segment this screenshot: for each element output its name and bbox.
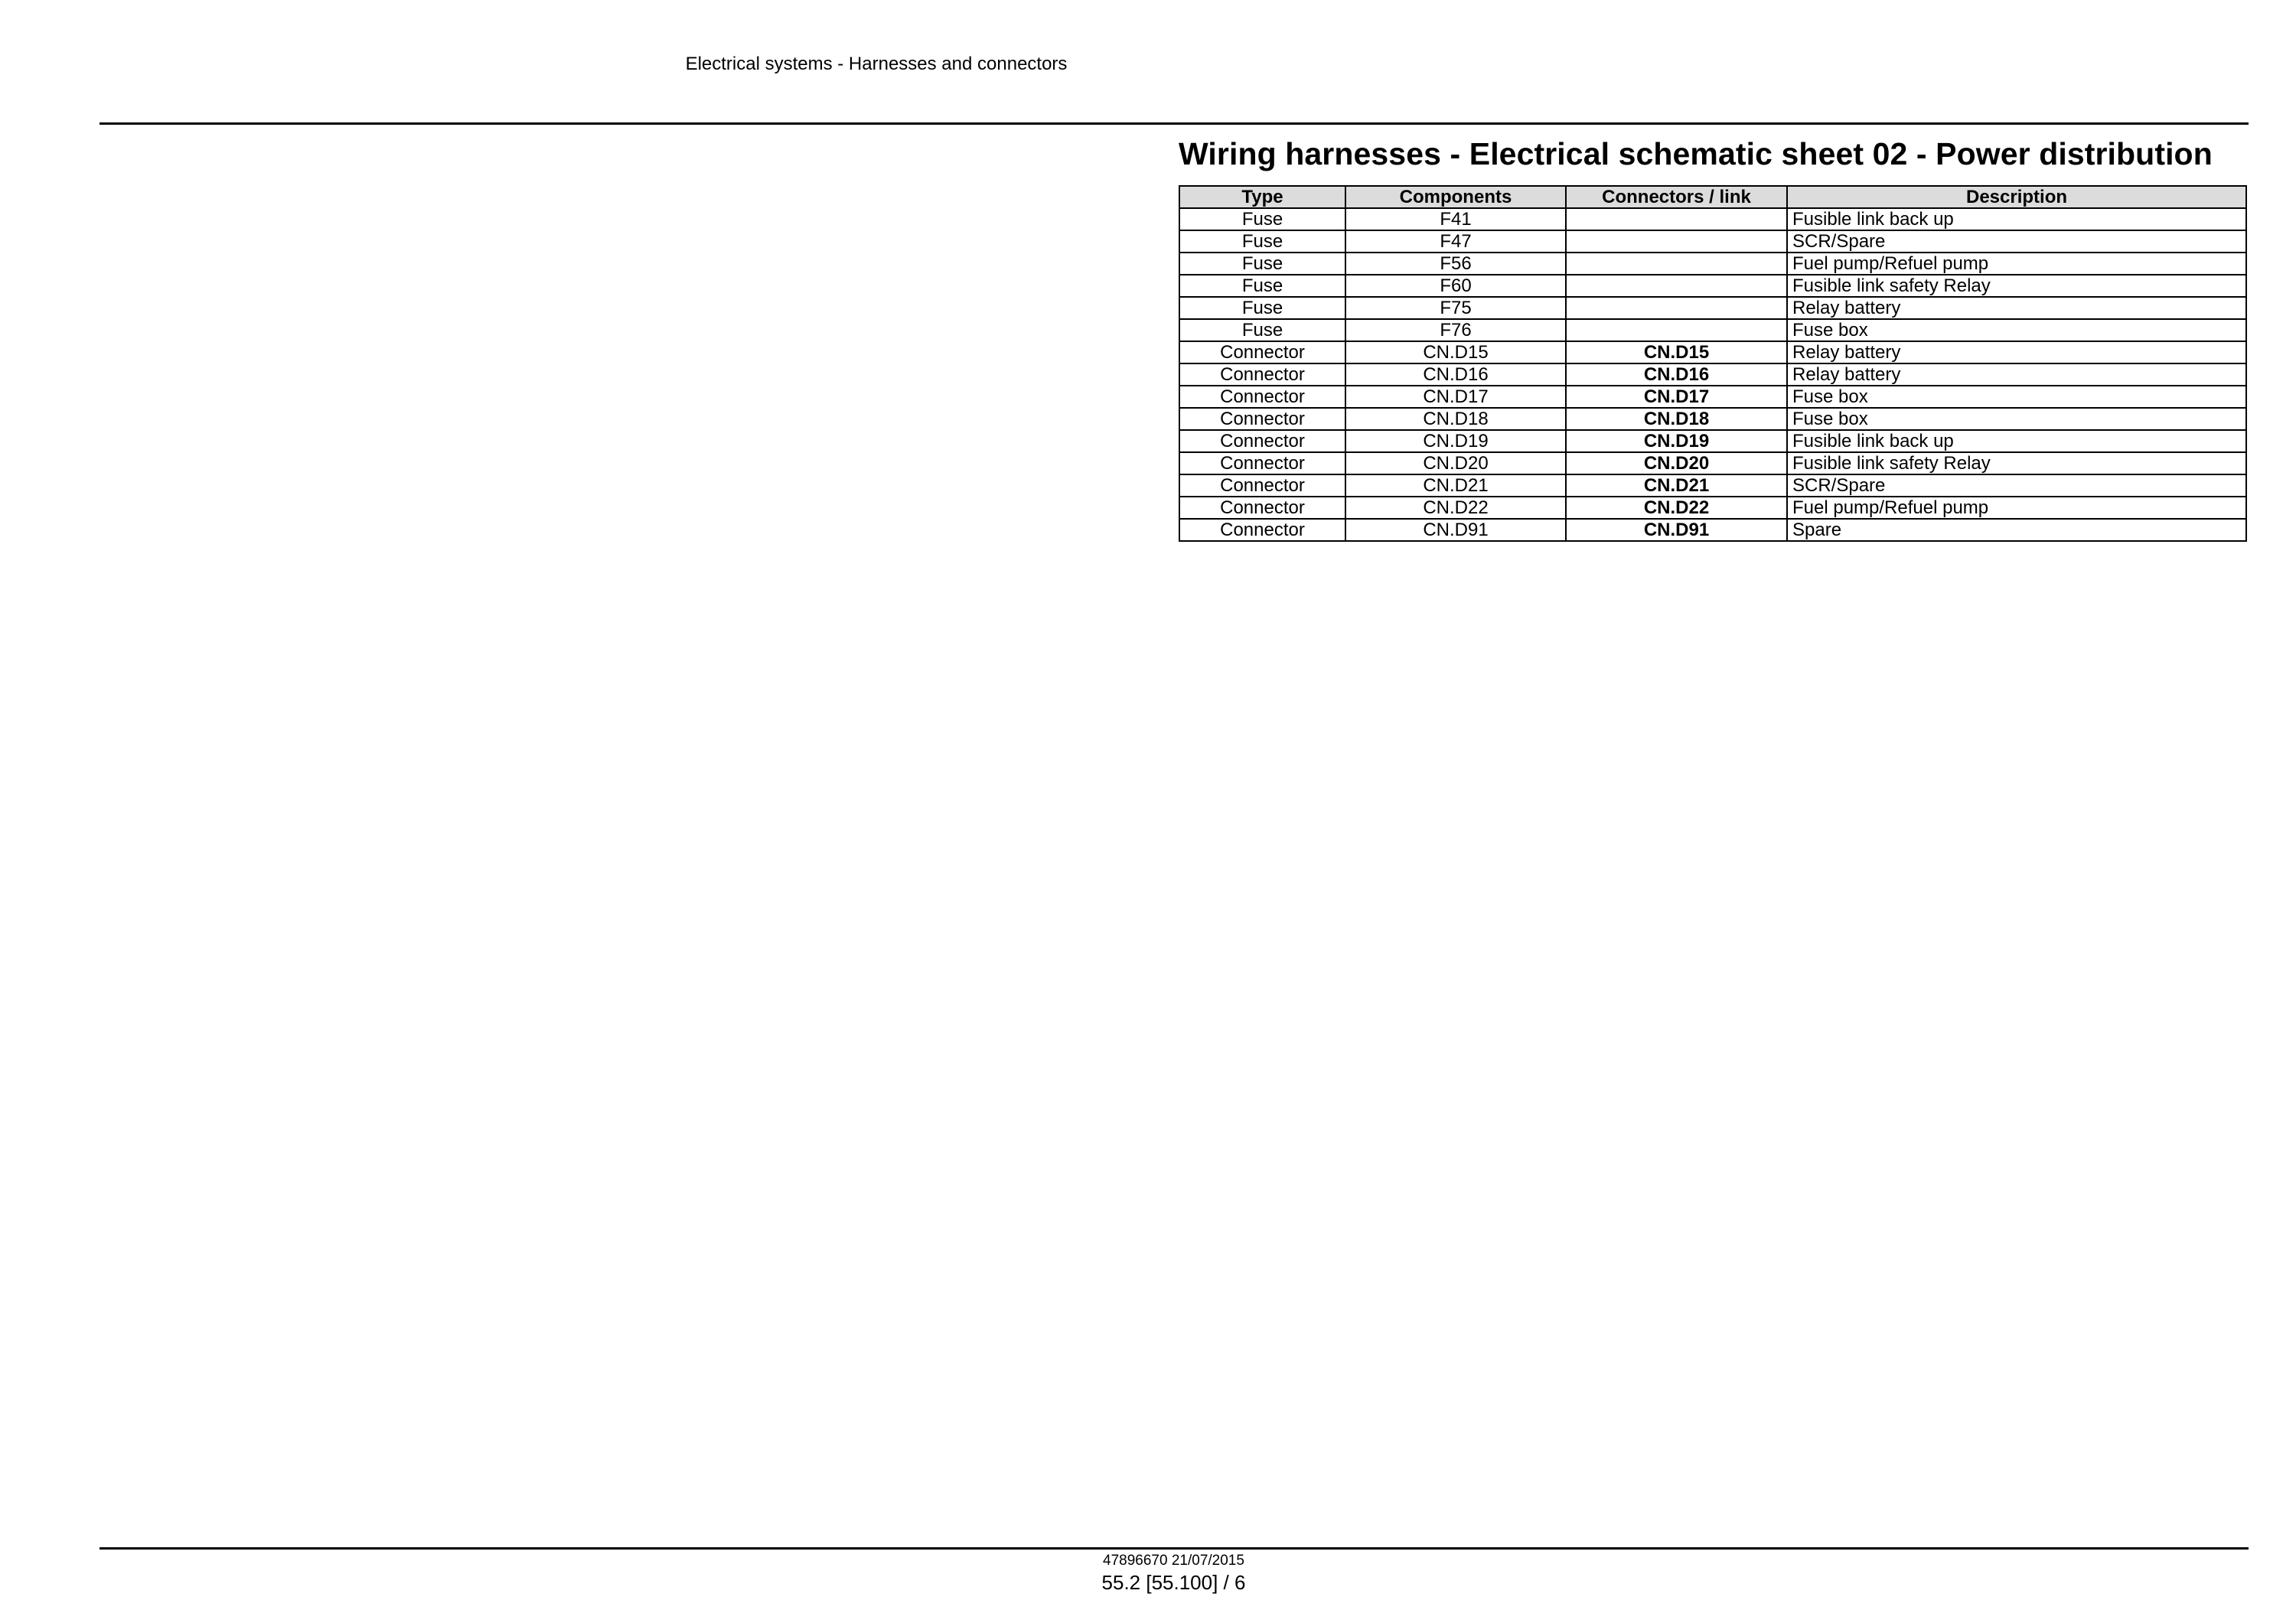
- cell-description: Relay battery: [1787, 297, 2246, 319]
- table-row: [1179, 386, 2246, 408]
- cell-component: CN.D21: [1345, 474, 1566, 497]
- table-row: [1179, 297, 2246, 319]
- table-row: [1179, 319, 2246, 341]
- cell-component: F76: [1345, 319, 1566, 341]
- cell-type: Fuse: [1179, 297, 1345, 319]
- cell-type: Connector: [1179, 474, 1345, 497]
- table-row: [1179, 253, 2246, 275]
- cell-connector: [1566, 319, 1787, 341]
- table-row: [1179, 474, 2246, 497]
- column-header-type: Type: [1179, 186, 1345, 208]
- cell-connector: CN.D21: [1566, 474, 1787, 497]
- table-row: [1179, 408, 2246, 430]
- document-reference: 47896670 21/07/2015: [1103, 1553, 1244, 1569]
- column-header-description: Description: [1787, 186, 2246, 208]
- cell-connector: CN.D91: [1566, 519, 1787, 541]
- cell-component: F56: [1345, 253, 1566, 275]
- cell-type: Connector: [1179, 430, 1345, 452]
- cell-component: CN.D15: [1345, 341, 1566, 363]
- cell-description: Relay battery: [1787, 363, 2246, 386]
- components-table: [1179, 185, 2247, 542]
- cell-connector: [1566, 297, 1787, 319]
- cell-connector: [1566, 253, 1787, 275]
- table-row: [1179, 430, 2246, 452]
- cell-connector: [1566, 275, 1787, 297]
- running-header: Electrical systems - Harnesses and connectors: [685, 54, 1068, 74]
- table-row: [1179, 341, 2246, 363]
- cell-type: Fuse: [1179, 253, 1345, 275]
- table-row: [1179, 452, 2246, 474]
- cell-description: Relay battery: [1787, 341, 2246, 363]
- cell-description: Fuel pump/Refuel pump: [1787, 253, 2246, 275]
- cell-description: Spare: [1787, 519, 2246, 541]
- cell-component: CN.D17: [1345, 386, 1566, 408]
- cell-connector: CN.D18: [1566, 408, 1787, 430]
- cell-connector: [1566, 230, 1787, 253]
- table-row: [1179, 208, 2246, 230]
- cell-connector: [1566, 208, 1787, 230]
- cell-connector: CN.D20: [1566, 452, 1787, 474]
- cell-description: SCR/Spare: [1787, 230, 2246, 253]
- header-rule: [99, 122, 2249, 125]
- table-row: [1179, 519, 2246, 541]
- cell-connector: CN.D16: [1566, 363, 1787, 386]
- cell-description: Fusible link safety Relay: [1787, 275, 2246, 297]
- cell-description: Fuse box: [1787, 386, 2246, 408]
- cell-component: CN.D22: [1345, 497, 1566, 519]
- cell-component: CN.D91: [1345, 519, 1566, 541]
- column-header-components: Components: [1345, 186, 1566, 208]
- cell-component: CN.D20: [1345, 452, 1566, 474]
- column-header-connectors: Connectors / link: [1566, 186, 1787, 208]
- cell-type: Fuse: [1179, 208, 1345, 230]
- table-row: [1179, 230, 2246, 253]
- cell-connector: CN.D22: [1566, 497, 1787, 519]
- page-number: 55.2 [55.100] / 6: [1101, 1571, 1246, 1594]
- cell-type: Fuse: [1179, 319, 1345, 341]
- cell-component: F75: [1345, 297, 1566, 319]
- cell-description: Fusible link safety Relay: [1787, 452, 2246, 474]
- cell-type: Connector: [1179, 363, 1345, 386]
- cell-connector: CN.D19: [1566, 430, 1787, 452]
- cell-type: Connector: [1179, 386, 1345, 408]
- cell-description: Fusible link back up: [1787, 208, 2246, 230]
- table-header-row: [1179, 186, 2246, 208]
- cell-component: CN.D19: [1345, 430, 1566, 452]
- cell-component: F41: [1345, 208, 1566, 230]
- cell-type: Connector: [1179, 519, 1345, 541]
- cell-description: Fuse box: [1787, 408, 2246, 430]
- cell-component: F47: [1345, 230, 1566, 253]
- table-row: [1179, 497, 2246, 519]
- cell-type: Fuse: [1179, 230, 1345, 253]
- cell-type: Connector: [1179, 497, 1345, 519]
- table-row: [1179, 363, 2246, 386]
- cell-type: Connector: [1179, 408, 1345, 430]
- section-title: Wiring harnesses - Electrical schematic sheet 02 - Power distribution: [1179, 136, 2213, 171]
- cell-component: CN.D16: [1345, 363, 1566, 386]
- footer-rule: [99, 1547, 2249, 1550]
- cell-type: Fuse: [1179, 275, 1345, 297]
- cell-description: SCR/Spare: [1787, 474, 2246, 497]
- cell-description: Fuse box: [1787, 319, 2246, 341]
- cell-connector: CN.D17: [1566, 386, 1787, 408]
- cell-component: F60: [1345, 275, 1566, 297]
- cell-connector: CN.D15: [1566, 341, 1787, 363]
- cell-description: Fuel pump/Refuel pump: [1787, 497, 2246, 519]
- cell-description: Fusible link back up: [1787, 430, 2246, 452]
- cell-type: Connector: [1179, 341, 1345, 363]
- table-row: [1179, 275, 2246, 297]
- cell-component: CN.D18: [1345, 408, 1566, 430]
- cell-type: Connector: [1179, 452, 1345, 474]
